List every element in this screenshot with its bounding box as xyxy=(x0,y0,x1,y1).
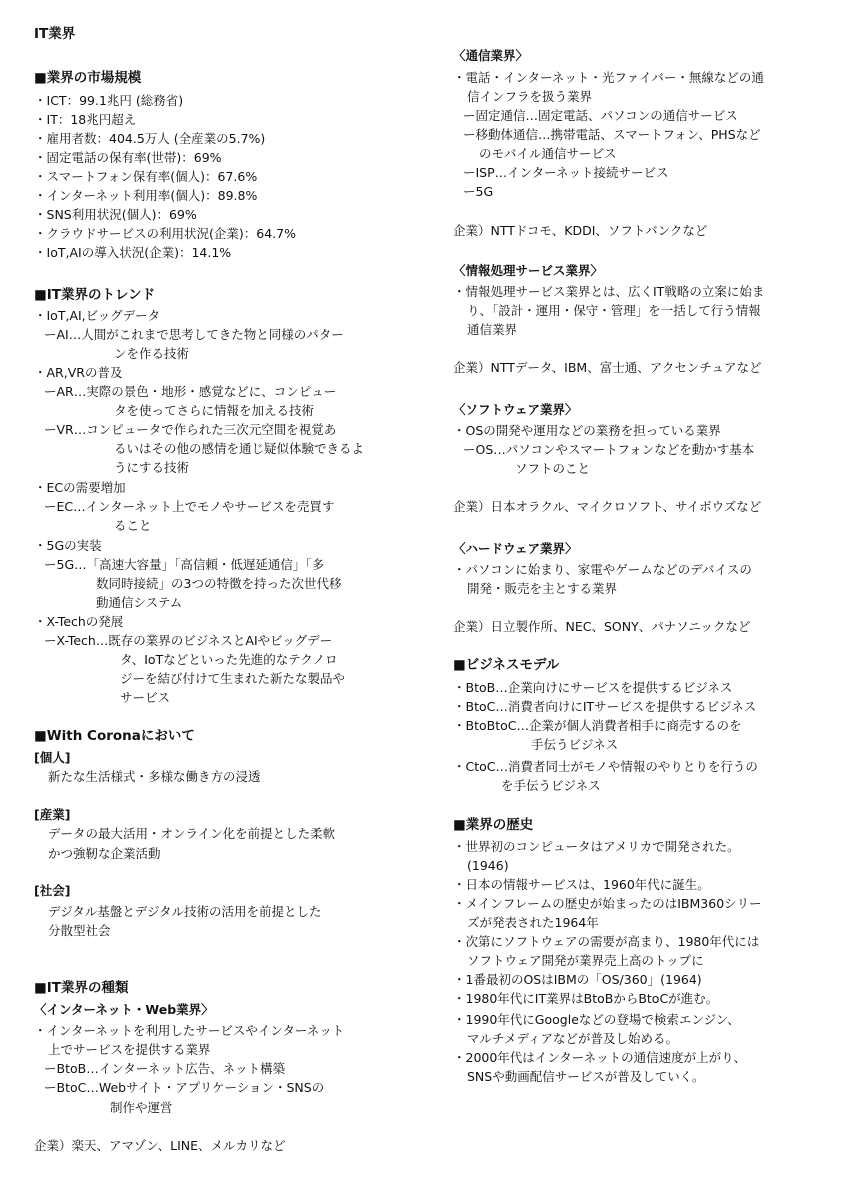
internet-line: 制作や運営 xyxy=(110,1100,173,1115)
business-line: ・BtoC…消費者向けにITサービスを提供するビジネス xyxy=(453,699,757,714)
trend-line: サービス xyxy=(120,690,171,705)
history-line: ・1980年代にIT業界はBtoBからBtoCが進む。 xyxy=(453,991,719,1006)
telecom-line: ー5G xyxy=(463,184,494,199)
hardware-companies: 企業）日立製作所、NEC、SONY、パナソニックなど xyxy=(453,619,751,634)
trend-line: ーEC…インターネット上でモノやサービスを売買す xyxy=(44,499,335,514)
info-line: 通信業界 xyxy=(467,322,518,337)
trend-line: ・ECの需要増加 xyxy=(34,480,126,495)
business-line: ・BtoBtoC…企業が個人消費者相手に商売するのを xyxy=(453,718,742,733)
trend-line: ーVR…コンピュータで作られた三次元空間を視覚あ xyxy=(44,422,337,437)
corona-society-text: 分散型社会 xyxy=(48,923,111,938)
history-line: ・次第にソフトウェアの需要が高まり、1980年代には xyxy=(453,934,760,949)
info-line: ・情報処理サービス業界とは、広くIT戦略の立案に始ま xyxy=(453,284,765,299)
telecom-line: ー移動体通信…携帯電話、スマートフォン、PHSなど xyxy=(463,127,761,142)
business-line: ・BtoB…企業向けにサービスを提供するビジネス xyxy=(453,680,733,695)
internet-line: 上でサービスを提供する業界 xyxy=(48,1042,211,1057)
history-line: ズが発表された1964年 xyxy=(467,915,599,930)
market-item: ・ 固定電話の保有率(世帯)：69% xyxy=(34,149,222,166)
business-line: 手伝うビジネス xyxy=(531,737,619,752)
trend-line: ンを作る技術 xyxy=(114,346,190,361)
internet-companies: 企業）楽天、アマゾン、LINE、メルカリなど xyxy=(34,1138,286,1153)
trend-line: うにする技術 xyxy=(114,460,190,475)
history-line: ・1番最初のOSはIBMの「OS/360」(1964) xyxy=(453,972,702,987)
trend-line: ・AR,VRの普及 xyxy=(34,365,123,380)
history-line: ソフトウェア開発が業界売上高のトップに xyxy=(467,953,704,968)
market-item: ・ インターネット利用率(個人)：89.8% xyxy=(34,187,257,204)
business-line: ・CtoC…消費者同士がモノや情報のやりとりを行うの xyxy=(453,759,758,774)
corona-industry-text: データの最大活用・オンライン化を前提とした柔軟 xyxy=(48,826,336,841)
types-heading: ■IT業界の種類 xyxy=(34,980,129,996)
corona-industry-label: [産業] xyxy=(34,807,71,822)
telecom-line: のモバイル通信サービス xyxy=(479,146,617,161)
trend-line: タ、IoTなどといった先進的なテクノロ xyxy=(120,652,338,667)
hardware-line: 開発・販売を主とする業界 xyxy=(467,581,618,596)
trend-line: ー5G…「高速大容量」「高信頼・低遅延通信」「多 xyxy=(44,557,325,572)
software-companies: 企業）日本オラクル、マイクロソフト、サイボウズなど xyxy=(453,499,762,514)
software-line: ーOS…パソコンやスマートフォンなどを動かす基本 xyxy=(463,442,755,457)
history-heading: ■業界の歴史 xyxy=(453,817,534,833)
market-item: ・ ICT：99.1兆円 (総務省) xyxy=(34,92,183,109)
trend-line: ・X-Techの発展 xyxy=(34,614,124,629)
info-companies: 企業）NTTデータ、IBM、富士通、アクセンチュアなど xyxy=(453,360,762,375)
trend-line: ーAI…人間がこれまで思考してきた物と同様のパター xyxy=(44,327,344,342)
software-line: ソフトのこと xyxy=(515,461,591,476)
software-heading: 〈ソフトウェア業界〉 xyxy=(453,402,578,417)
history-line: マルチメディアなどが普及し始める。 xyxy=(467,1031,679,1046)
market-item: ・ スマートフォン保有率(個人)：67.6% xyxy=(34,168,257,185)
trend-heading: ■IT業界のトレンド xyxy=(34,287,156,303)
internet-line: ーBtoB…インターネット広告、ネット構築 xyxy=(44,1061,286,1076)
market-item: ・ SNS利用状況(個人)：69% xyxy=(34,206,197,223)
corona-heading: ■With Coronaにおいて xyxy=(34,728,195,744)
trend-line: ジーを結び付けて生まれた新たな製品や xyxy=(120,671,346,686)
corona-industry-text: かつ強靭な企業活動 xyxy=(48,846,161,861)
market-item: ・ 雇用者数：404.5万人 (全産業の5.7%) xyxy=(34,130,265,147)
trend-line: ーX-Tech…既存の業界のビジネスとAIやビッグデー xyxy=(44,633,333,648)
info-line: り、「設計・運用・保守・管理」を一括して行う情報 xyxy=(467,303,761,318)
trend-line: ること xyxy=(114,518,152,533)
hardware-line: ・パソコンに始まり、家電やゲームなどのデバイスの xyxy=(453,562,752,577)
business-line: を手伝うビジネス xyxy=(501,778,601,793)
history-line: SNSや動画配信サービスが普及していく。 xyxy=(467,1069,705,1084)
telecom-line: ーISP…インターネット接続サービス xyxy=(463,165,669,180)
corona-individual-text: 新たな生活様式・多様な働き方の浸透 xyxy=(48,769,261,784)
market-item: ・ IT：18兆円超え xyxy=(34,111,136,128)
trend-line: 動通信システム xyxy=(96,595,183,610)
market-item: ・ クラウドサービスの利用状況(企業)：64.7% xyxy=(34,225,296,242)
history-line: ・メインフレームの歴史が始まったのはIBM360シリー xyxy=(453,896,762,911)
history-line: (1946) xyxy=(467,858,509,873)
history-line: ・1990年代にGoogleなどの登場で検索エンジン、 xyxy=(453,1012,740,1027)
history-line: ・2000年代はインターネットの通信速度が上がり、 xyxy=(453,1050,747,1065)
telecom-line: 信インフラを扱う業界 xyxy=(467,89,593,104)
corona-individual-label: [個人] xyxy=(34,750,71,765)
telecom-companies: 企業）NTTドコモ、KDDI、ソフトバンクなど xyxy=(453,223,708,238)
info-heading: 〈情報処理サービス業界〉 xyxy=(453,263,604,278)
telecom-heading: 〈通信業界〉 xyxy=(453,48,529,63)
trend-line: タを使ってさらに情報を加える技術 xyxy=(114,403,315,418)
telecom-line: ー固定通信…固定電話、パソコンの通信サービス xyxy=(463,108,738,123)
market-heading: ■業界の市場規模 xyxy=(34,70,142,86)
internet-line: ・インターネットを利用したサービスやインターネット xyxy=(34,1023,345,1038)
trend-line: るいはその他の感情を通じ疑似体験できるよ xyxy=(114,441,365,456)
document-title: IT業界 xyxy=(34,26,76,42)
trend-line: ーAR…実際の景色・地形・感覚などに、コンピュー xyxy=(44,384,337,399)
market-item: ・ IoT,AIの導入状況(企業)：14.1% xyxy=(34,244,231,261)
trend-line: ・5Gの実装 xyxy=(34,538,102,553)
internet-line: ーBtoC…Webサイト・アプリケーション・SNSの xyxy=(44,1080,325,1095)
corona-society-label: [社会] xyxy=(34,883,71,898)
corona-society-text: デジタル基盤とデジタル技術の活用を前提とした xyxy=(48,904,322,919)
history-line: ・日本の情報サービスは、1960年代に誕生。 xyxy=(453,877,710,892)
trend-line: 数同時接続」の3つの特徴を持った次世代移 xyxy=(96,576,342,591)
software-line: ・OSの開発や運用などの業務を担っている業界 xyxy=(453,423,721,438)
history-line: ・世界初のコンピュータはアメリカで開発された。 xyxy=(453,839,740,854)
trend-line: ・IoT,AI,ビッグデータ xyxy=(34,308,161,323)
telecom-line: ・電話・インターネット・光ファイバー・無線などの通 xyxy=(453,70,764,85)
business-heading: ■ビジネスモデル xyxy=(453,657,560,673)
hardware-heading: 〈ハードウェア業界〉 xyxy=(453,541,578,556)
internet-heading: 〈インターネット・Web業界〉 xyxy=(34,1002,214,1017)
